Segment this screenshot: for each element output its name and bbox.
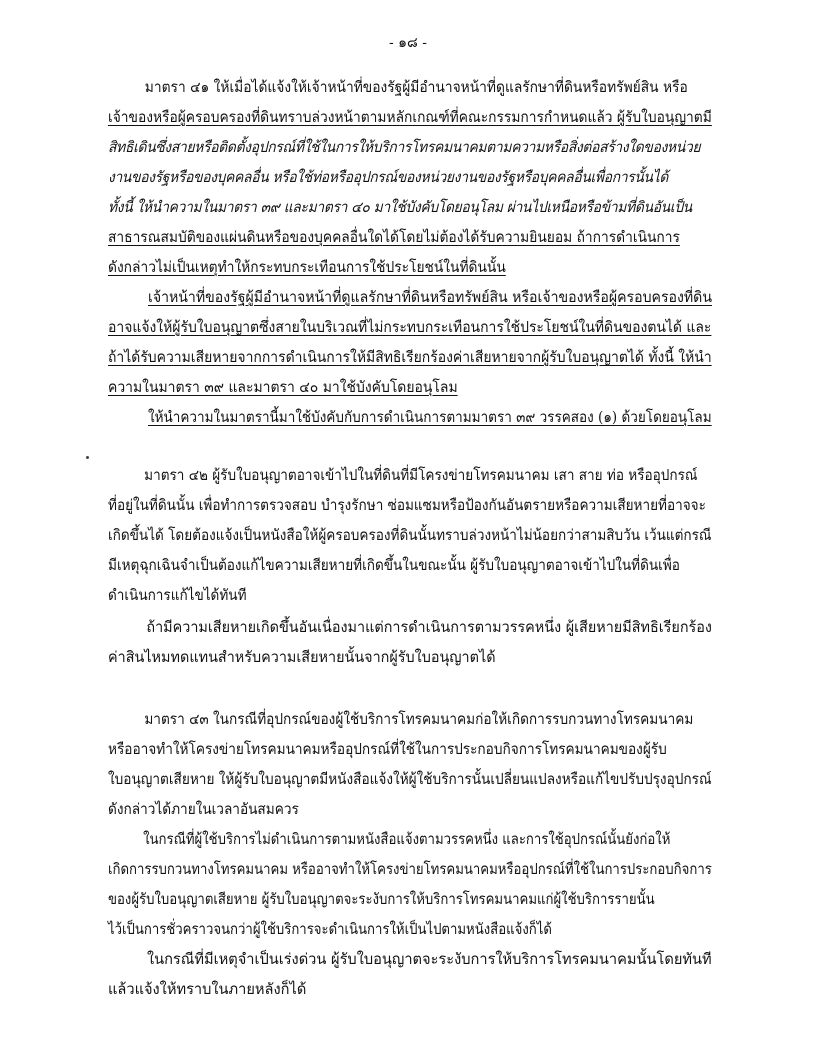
section-43-paragraph-1 <box>108 704 773 824</box>
text-line: งานของรัฐหรือของบุคคลอื่น หรือใช้ท่อหรืออุปกรณ์ของหน่วยงานของรัฐหรือบุคคลอื่นเพื่อการนั้นได้ <box>108 168 669 186</box>
text-line: ดังกล่าวไม่เป็นเหตุทำให้กระทบกระเทือนการใช้ประโยชน์ในที่ดินนั้น <box>108 258 506 276</box>
text-line: เจ้าหน้าที่ของรัฐผู้มีอำนาจหน้าที่ดูแลรักษาที่ดินหรือทรัพย์สิน หรือเจ้าของหรือผู้ครอบครองที่ดิน <box>148 288 712 306</box>
text-line: ดำเนินการแก้ไขได้ทันที <box>108 586 247 604</box>
text-line: หรืออาจทำให้โครงข่ายโทรคมนาคมหรืออุปกรณ์ที่ใช้ในการประกอบกิจการโทรคมนาคมของผู้รับ <box>108 740 667 758</box>
text-line: แล้วแจ้งให้ทราบในภายหลังก็ได้ <box>108 980 307 998</box>
text-line: ในกรณีที่มีเหตุจำเป็นเร่งด่วน ผู้รับใบอนุญาตจะระงับการให้บริการโทรคมนาคมนั้นโดยทันที <box>146 950 712 968</box>
section-41-paragraph-1 <box>108 72 765 282</box>
section-43-paragraph-3 <box>108 944 728 1004</box>
text-line: มาตรา ๔๑ ให้เมื่อได้แจ้งให้เจ้าหน้าที่ของรัฐผู้มีอำนาจหน้าที่ดูแลรักษาที่ดินหรือทรัพย์สิน หรือ <box>144 78 688 96</box>
text-line: มาตรา ๔๒ ผู้รับใบอนุญาตอาจเข้าไปในที่ดินที่มีโครงข่ายโทรคมนาคม เสา สาย ท่อ หรืออุปกรณ์ <box>144 466 698 484</box>
text-line: ที่อยู่ในที่ดินนั้น เพื่อทำการตรวจสอบ บำรุงรักษา ซ่อมแซมหรือป้องกันอันตรายหรือความเสียหายที่อาจจะ <box>108 496 706 514</box>
text-line: เจ้าของหรือผู้ครอบครองที่ดินทราบล่วงหน้าตามหลักเกณฑ์ที่คณะกรรมการกำหนดแล้ว ผู้รับใบอนุญาตมี <box>108 108 712 126</box>
section-41-paragraph-3 <box>148 402 773 432</box>
text-line: มีเหตุฉุกเฉินจำเป็นต้องแก้ไขความเสียหายที่เกิดขึ้นในขณะนั้น ผู้รับใบอนุญาตอาจเข้าไปในที่ดินเพื่อ <box>108 556 680 574</box>
text-line: มาตรา ๔๓ ในกรณีที่อุปกรณ์ของผู้ใช้บริการโทรคมนาคมก่อให้เกิดการรบกวนทางโทรคมนาคม <box>144 710 694 728</box>
page-number: - ๑๘ - <box>388 35 428 51</box>
text-line: ถ้ามีความเสียหายเกิดขึ้นอันเนื่องมาแต่การดำเนินการตามวรรคหนึ่ง ผู้เสียหายมีสิทธิเรียกร้อง <box>146 618 712 636</box>
text-line: ใบอนุญาตเสียหาย ให้ผู้รับใบอนุญาตมีหนังสือแจ้งให้ผู้ใช้บริการนั้นเปลี่ยนแปลงหรือแก้ไขปรับปรุงอุปกรณ์ <box>108 770 712 788</box>
text-line: สิทธิเดินซึ่งสายหรือติดตั้งอุปกรณ์ที่ใช้ในการให้บริการโทรคมนาคมตามความหรือสิ่งต่อสร้างใดของหน่วย <box>108 138 701 156</box>
section-41-paragraph-2-cont <box>108 312 758 402</box>
text-line: ของผู้รับใบอนุญาตเสียหาย ผู้รับใบอนุญาตจะระงับการให้บริการโทรคมนาคมแก่ผู้ใช้บริการรายนั้น <box>108 890 655 908</box>
text-line: ไว้เป็นการชั่วคราวจนกว่าผู้ใช้บริการจะดำเนินการให้เป็นไปตามหนังสือแจ้งก็ได้ <box>108 920 552 938</box>
text-line: ถ้าได้รับความเสียหายจากการดำเนินการให้มีสิทธิเรียกร้องค่าเสียหายจากผู้รับใบอนุญาตได้ ทั้งนี้ ให้นำ <box>108 348 712 366</box>
text-line: เกิดการรบกวนทางโทรคมนาคม หรืออาจทำให้โครงข่ายโทรคมนาคมหรืออุปกรณ์ที่ใช้ในการประกอบกิจการ <box>108 860 712 878</box>
text-line: อาจแจ้งให้ผู้รับใบอนุญาตซึ่งสายในบริเวณที่ไม่กระทบกระเทือนการใช้ประโยชน์ในที่ดินของตนได้ และ <box>108 318 712 336</box>
section-42-paragraph-2 <box>108 612 738 672</box>
text-line: ในกรณีที่ผู้ใช้บริการไม่ดำเนินการตามหนังสือแจ้งตามวรรคหนึ่ง และการใช้อุปกรณ์นั้นยังก่อให้ <box>143 830 671 848</box>
section-42-paragraph-1 <box>108 460 776 610</box>
text-line: ทั้งนี้ ให้นำความในมาตรา ๓๙ และมาตรา ๔๐ มาใช้บังคับโดยอนุโลม ผ่านไปเหนือหรือข้ามที่ดินอันเป็น <box>108 198 692 216</box>
text-line: เกิดขึ้นได้ โดยต้องแจ้งเป็นหนังสือให้ผู้ครอบครองที่ดินนั้นทราบล่วงหน้าไม่น้อยกว่าสามสิบวัน เว้นแต่กรณี <box>108 526 712 544</box>
scan-speck <box>86 456 89 459</box>
text-line: ให้นำความในมาตรานี้มาใช้บังคับกับการดำเนินการตามมาตรา ๓๙ วรรคสอง (๑) ด้วยโดยอนุโลม <box>148 408 712 426</box>
section-41-paragraph-2 <box>148 282 748 312</box>
section-43-paragraph-2 <box>108 824 796 944</box>
text-line: สาธารณสมบัติของแผ่นดินหรือของบุคคลอื่นใดได้โดยไม่ต้องได้รับความยินยอม ถ้าการดำเนินการ <box>108 228 680 246</box>
text-line: ดังกล่าวได้ภายในเวลาอันสมควร <box>108 800 299 818</box>
text-line: ค่าสินไหมทดแทนสำหรับความเสียหายนั้นจากผู้รับใบอนุญาตได้ <box>108 648 496 666</box>
text-line: ความในมาตรา ๓๙ และมาตรา ๔๐ มาใช้บังคับโดยอนุโลม <box>108 378 458 396</box>
